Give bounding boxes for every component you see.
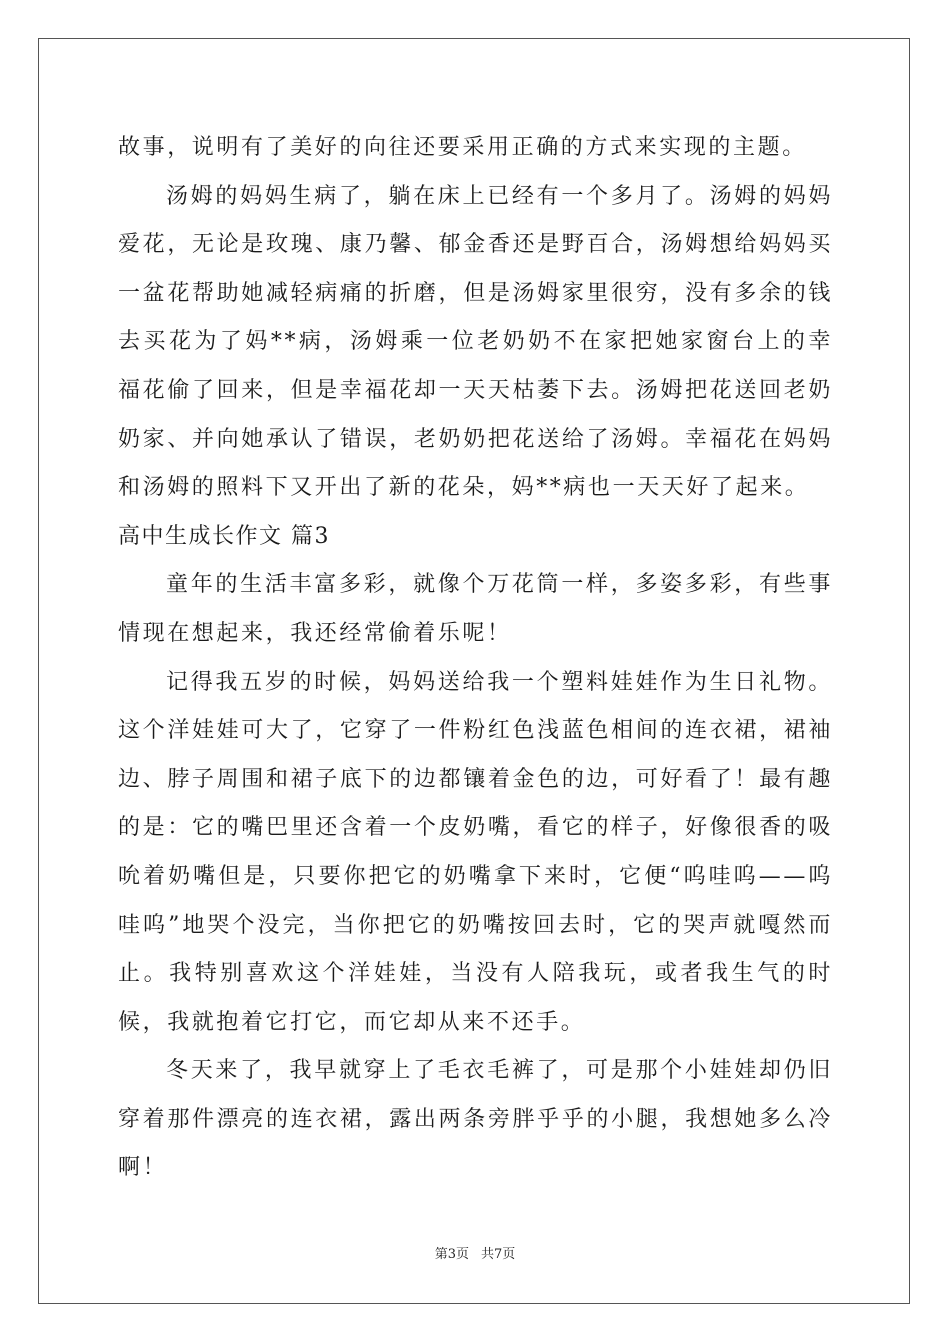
- paragraph-1: 故事，说明有了美好的向往还要采用正确的方式来实现的主题。: [118, 135, 807, 160]
- page-footer: [0, 1246, 950, 1264]
- page-total: 共7页: [481, 1247, 516, 1262]
- paragraph-4: 记得我五岁的时候，妈妈送给我一个塑料娃娃作为生日礼物。这个洋娃娃可大了，它穿了一件粉红色浅蓝色相间的连衣裙，裙袖边、脖子周围和裙子底下的边都镶着金色的边，可好看了！最有趣的是：它的嘴巴里还含着一个皮奶嘴，看它的样子，好像很香的吸吮着奶嘴但是，只要你把它的奶嘴拿下来时，它便“呜哇呜——呜哇呜”地哭个没完，当你把它的奶嘴按回去时，它的哭声就嘎然而止。我特别喜欢这个洋娃娃，当没有人陪我玩，或者我生气的时候，我就抱着它打它，而它却从来不还手。: [118, 669, 833, 1035]
- paragraph-5: 冬天来了，我早就穿上了毛衣毛裤了，可是那个小娃娃却仍旧穿着那件漂亮的连衣裙，露出两条旁胖乎乎的小腿，我想她多么冷啊！: [118, 1058, 833, 1181]
- document-body: [118, 124, 833, 1193]
- section-heading: 高中生成长作文 篇3: [118, 523, 330, 549]
- paragraph-2: 汤姆的妈妈生病了，躺在床上已经有一个多月了。汤姆的妈妈爱花，无论是玫瑰、康乃馨、郁金香还是野百合，汤姆想给妈妈买一盆花帮助她减轻病痛的折磨，但是汤姆家里很穷，没有多余的钱去买花为了妈**病，汤姆乘一位老奶奶不在家把她家窗台上的幸福花偷了回来，但是幸福花却一天天枯萎下去。汤姆把花送回老奶奶家、并向她承认了错误，老奶奶把花送给了汤姆。幸福花在妈妈和汤姆的照料下又开出了新的花朵，妈**病也一天天好了起来。: [118, 183, 833, 501]
- page-number: 第3页: [434, 1247, 469, 1262]
- paragraph-3: 童年的生活丰富多彩，就像个万花筒一样，多姿多彩，有些事情现在想起来，我还经常偷着乐呢！: [118, 572, 833, 646]
